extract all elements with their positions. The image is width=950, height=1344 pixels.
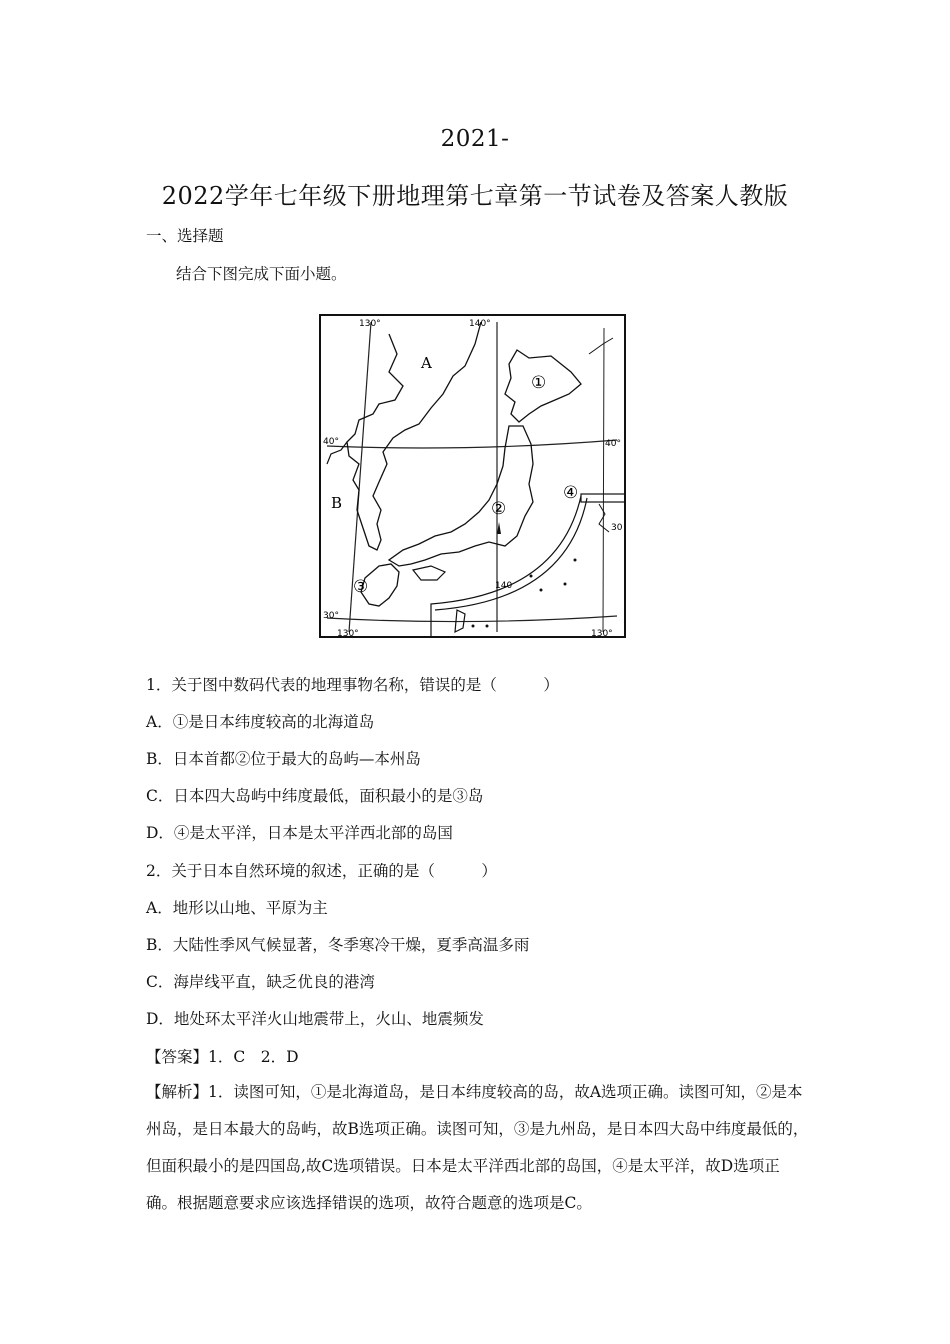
label-lat30-left: 30° — [323, 611, 339, 621]
question-2-option-c: C．海岸线平直，缺乏优良的港湾 — [146, 973, 375, 991]
intro-text: 结合下图完成下面小题。 — [176, 265, 347, 283]
label-circle-2: ② — [491, 499, 507, 519]
question-2-option-a: A．地形以山地、平原为主 — [146, 899, 328, 917]
question-2-option-b: B．大陆性季风气候显著，冬季寒冷干燥，夏季高温多雨 — [146, 936, 530, 954]
document-title-line-1: 2021- — [440, 126, 510, 152]
section-heading: 一、选择题 — [146, 227, 224, 245]
label-A: A — [421, 354, 432, 372]
label-lon130-bottom: 130° — [337, 629, 359, 639]
question-1-option-b: B．日本首都②位于最大的岛屿—本州岛 — [146, 750, 421, 768]
question-1-option-c: C．日本四大岛屿中纬度最低，面积最小的是③岛 — [146, 787, 484, 805]
answer-line: 【答案】1．C 2．D — [146, 1048, 299, 1066]
question-2-stem: 2．关于日本自然环境的叙述，正确的是（ ） — [146, 862, 497, 880]
question-1-option-a: A．①是日本纬度较高的北海道岛 — [146, 713, 375, 731]
label-lon130-bottom-right: 130° — [591, 629, 613, 639]
label-lat40-right: 40° — [605, 439, 621, 449]
document-title-line-2: 2022学年七年级下册地理第七章第一节试卷及答案人教版 — [161, 182, 789, 210]
question-2-option-d: D．地处环太平洋火山地震带上，火山、地震频发 — [146, 1010, 484, 1028]
label-lon130-top: 130° — [359, 319, 381, 329]
label-lon140-top: 140° — [469, 319, 491, 329]
question-1-stem: 1．关于图中数码代表的地理事物名称，错误的是（ ） — [146, 676, 559, 694]
label-circle-3: ③ — [353, 577, 369, 597]
label-lat40-left: 40° — [323, 437, 339, 447]
label-circle-4: ④ — [563, 483, 579, 503]
label-circle-1: ① — [531, 373, 547, 393]
label-lon140-mid: 140 — [495, 581, 513, 591]
analysis-paragraph: 【解析】1．读图可知，①是北海道岛，是日本纬度较高的岛，故A选项正确。读图可知，②是本州岛，是日本最大的岛屿，故B选项正确。读图可知，③是九州岛，是日本四大岛中纬度最低的，但面积最小的是四国岛,故C选项错误。日本是太平洋西北部的岛国，④是太平洋，故D选项正确。根据题意要求应该选择错误的选项，故符合题意的选项是C。 — [146, 1083, 809, 1212]
label-lat30-right: 30 — [611, 523, 623, 533]
label-B: B — [331, 494, 343, 512]
japan-map-figure — [319, 314, 627, 640]
question-1-option-d: D．④是太平洋，日本是太平洋西北部的岛国 — [146, 824, 453, 842]
